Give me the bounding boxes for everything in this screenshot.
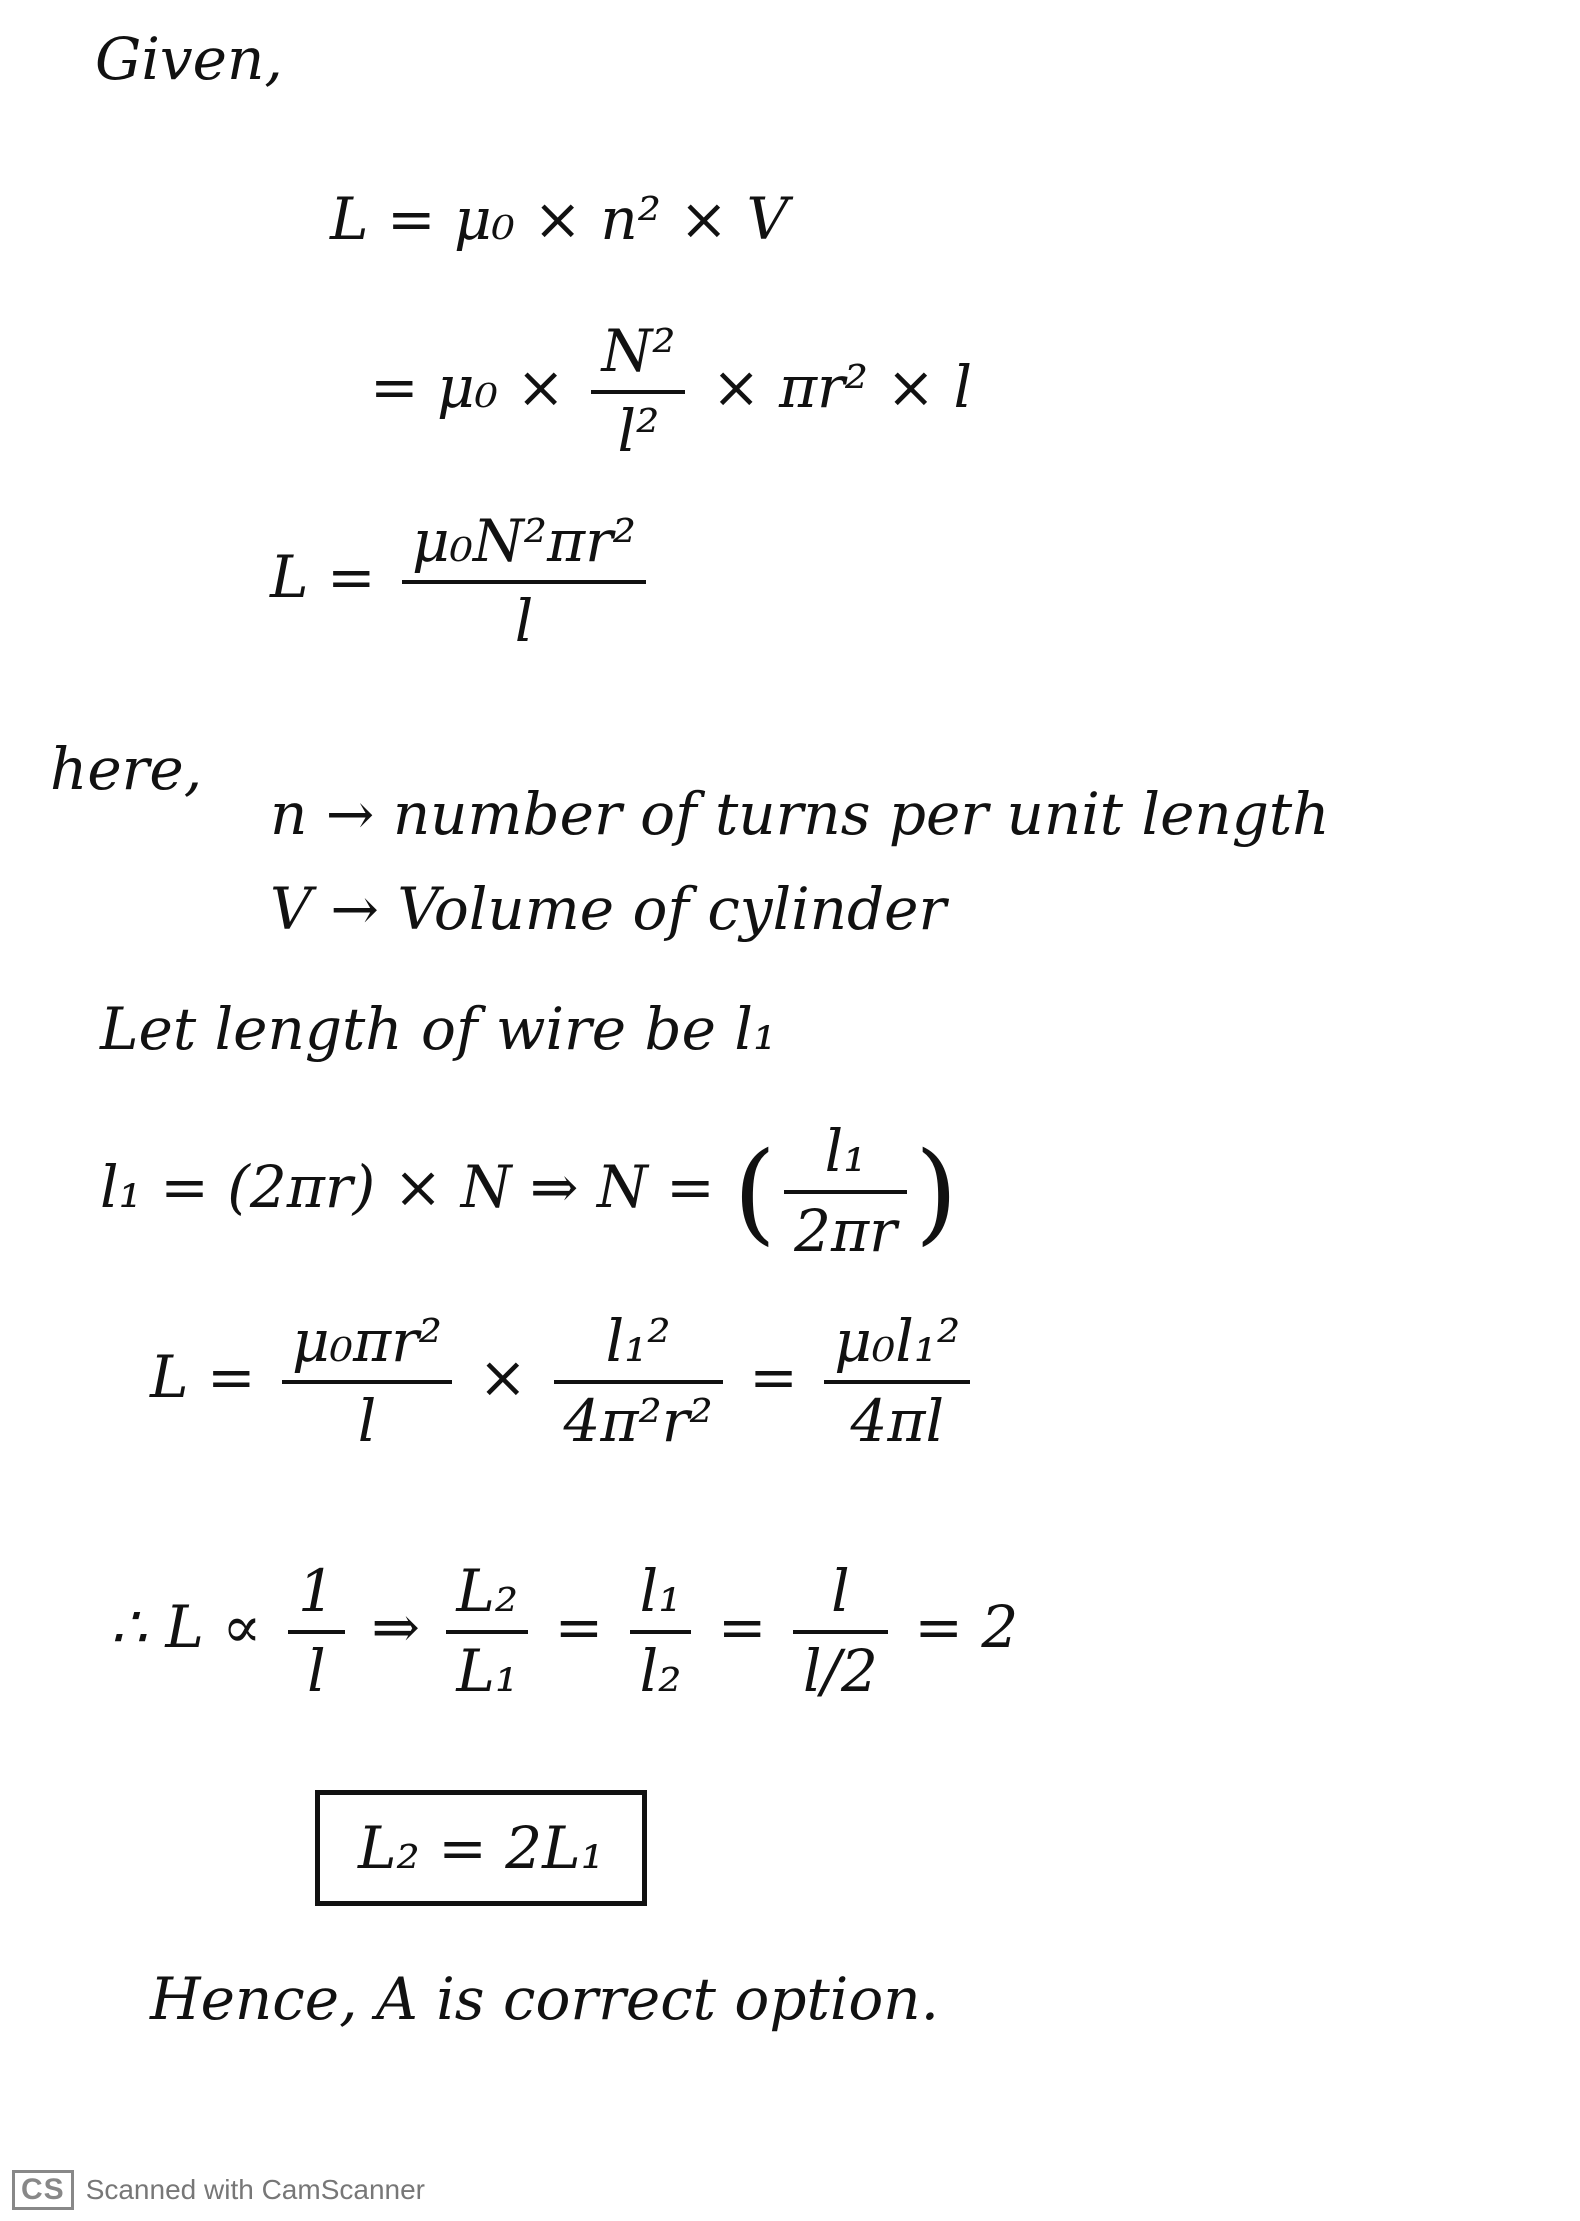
camscanner-watermark (12, 2170, 425, 2210)
fraction-bar (282, 1380, 452, 1384)
L-f3-denominator: 4πl (850, 1386, 945, 1455)
camscanner-logo-icon: CS (12, 2170, 74, 2210)
here-label: here, (50, 735, 203, 803)
prop-numerator: 1 (297, 1557, 335, 1625)
proportionality-line (110, 1557, 1019, 1705)
equation-inductance-definition (330, 185, 789, 253)
n-numerator: l₁ (824, 1117, 867, 1185)
ratio-L-denominator: L₁ (456, 1636, 519, 1705)
fraction-bar (446, 1630, 528, 1634)
equation-inductance-wire (150, 1307, 978, 1455)
equals-sign: = (554, 1592, 604, 1661)
ratio-L (446, 1557, 528, 1705)
ratio-half-numerator: l (831, 1557, 850, 1625)
eq3-fraction (402, 507, 646, 655)
left-paren: ( (733, 1127, 777, 1256)
watermark-text: Scanned with CamScanner (85, 2174, 425, 2205)
n-denominator: 2πr (794, 1196, 897, 1265)
fraction-bar (554, 1380, 723, 1384)
L-fraction-1 (282, 1307, 452, 1455)
equals-sign: = (717, 1592, 767, 1661)
L-f3-numerator: μ₀l₁² (834, 1307, 961, 1375)
L-f2-denominator: 4π²r² (563, 1386, 713, 1455)
prop-result: = 2 (914, 1592, 1019, 1661)
L-fraction-3 (824, 1307, 970, 1455)
definition-n: n → number of turns per unit length (270, 780, 1330, 848)
eq3-numerator: μ₀N²πr² (412, 507, 637, 575)
eq2-lead: = μ₀ × (370, 352, 566, 421)
equals-sign: = (749, 1342, 798, 1411)
fraction-bar (591, 390, 685, 394)
eq2-tail: × πr² × l (711, 352, 973, 421)
eq2-denominator: l² (617, 396, 660, 465)
equation-turns (100, 1117, 958, 1265)
l1-equation-text: l₁ = (2πr) × N ⇒ N = (100, 1152, 715, 1221)
conclusion: Hence, A is correct option. (150, 1965, 940, 2033)
boxed-result: L₂ = 2L₁ (315, 1790, 647, 1906)
ratio-l-denominator: l₂ (639, 1636, 682, 1705)
L-f2-numerator: l₁² (605, 1307, 671, 1375)
L-f1-denominator: l (357, 1386, 377, 1455)
prop-lead: ∴ L ∝ (110, 1592, 262, 1661)
ratio-l-numerator: l₁ (639, 1557, 682, 1625)
eq2-numerator: N² (601, 317, 676, 385)
L-f1-numerator: μ₀πr² (292, 1307, 443, 1375)
eq2-fraction (591, 317, 685, 465)
right-paren: ) (914, 1127, 958, 1256)
ratio-L-numerator: L₂ (456, 1557, 519, 1625)
fraction-bar (288, 1630, 345, 1634)
prop-fraction (288, 1557, 345, 1705)
equation-substitution (370, 317, 973, 465)
ratio-l (630, 1557, 692, 1705)
fraction-bar (402, 580, 646, 584)
prop-denominator: l (307, 1636, 326, 1705)
L-fraction-2 (554, 1307, 723, 1455)
n-fraction (784, 1117, 907, 1265)
eq1-lhs: L (330, 185, 369, 253)
times-sign: × (478, 1342, 528, 1411)
eq3-lhs: L = (270, 542, 376, 611)
definition-v: V → Volume of cylinder (270, 875, 947, 943)
fraction-bar (824, 1380, 970, 1384)
let-wire-length: Let length of wire be l₁ (100, 995, 777, 1063)
fraction-bar (630, 1630, 692, 1634)
equation-inductance-result (270, 507, 654, 655)
implies-sign: ⇒ (371, 1592, 420, 1661)
L-eq-lhs: L = (150, 1342, 256, 1411)
fraction-bar (793, 1630, 888, 1634)
eq3-denominator: l (514, 586, 534, 655)
heading: Given, (95, 25, 283, 93)
eq1-rhs: = μ₀ × n² × V (386, 185, 789, 253)
ratio-l-half (793, 1557, 888, 1705)
fraction-bar (784, 1190, 907, 1194)
ratio-half-denominator: l/2 (802, 1636, 878, 1705)
